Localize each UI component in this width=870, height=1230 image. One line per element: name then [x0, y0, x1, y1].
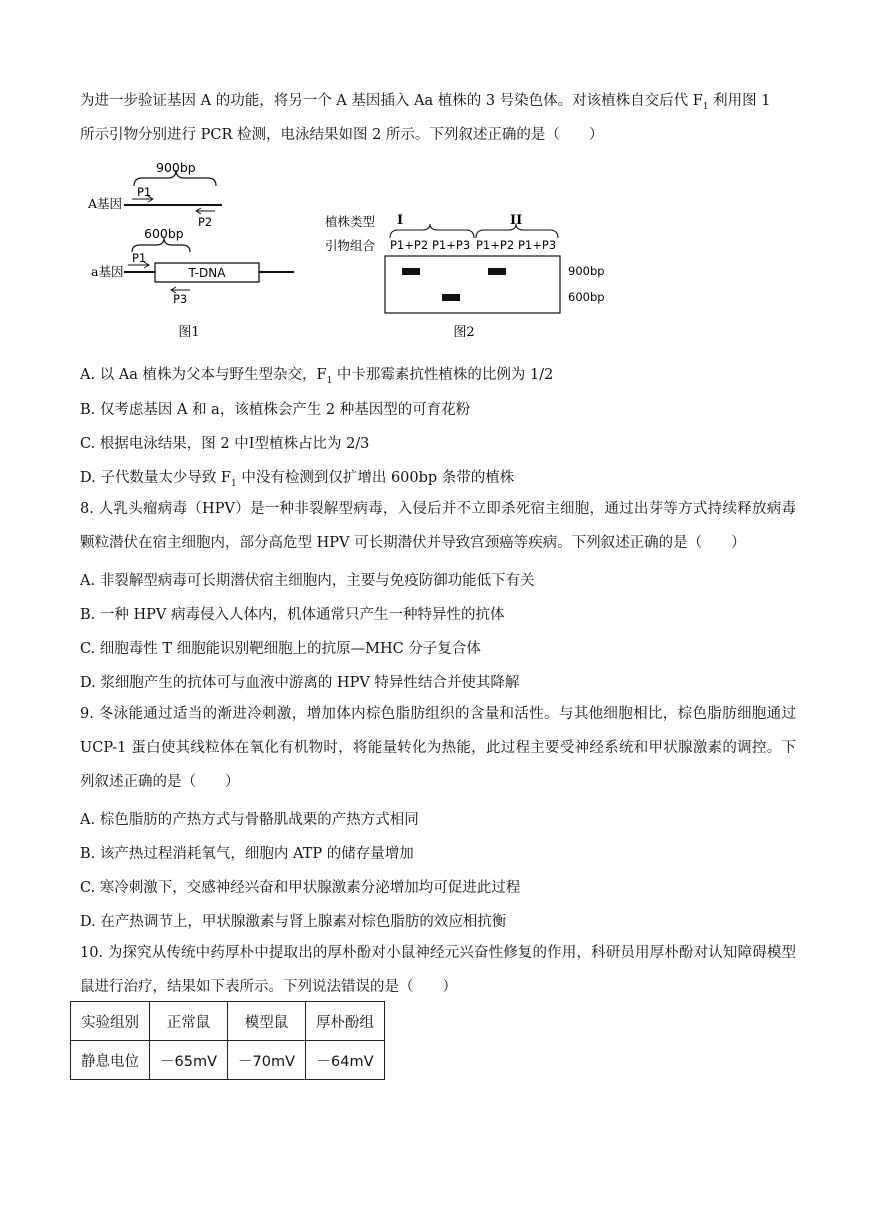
marker-600bp: 600bp [568, 290, 605, 304]
table-cell: 静息电位 [71, 1041, 150, 1080]
primer-combo-label: 引物组合 [325, 238, 376, 253]
figure-1 [87, 160, 294, 340]
q8-option-a: A. 非裂解型病毒可长期潜伏宿主细胞内，主要与免疫防御功能低下有关 [80, 573, 535, 589]
q7-option-d-text-b: 中没有检测到仅扩增出 600bp 条带的植株 [236, 470, 515, 486]
lane-2-label: P1+P3 [432, 238, 471, 252]
type-I-label: I [397, 213, 404, 228]
marker-900bp: 900bp [568, 264, 605, 278]
q9-stem: 9. 冬泳能通过适当的渐进冷刺激，增加体内棕色脂肪组织的含量和活性。与其他细胞相比，棕色脂肪细胞通过 UCP-1 蛋白使其线粒体在氧化有机物时，将能量转化为热能，此过程主要受神经系统和甲状腺激素的调控。下列叙述正确的是（ ） [80, 706, 796, 790]
q10-stem: 10. 为探究从传统中药厚朴中提取出的厚朴酚对小鼠神经元兴奋性修复的作用，科研员用厚朴酚对认知障碍模型鼠进行治疗，结果如下表所示。下列说法错误的是（ ） [80, 945, 796, 995]
table-header-cell: 模型鼠 [228, 1002, 306, 1041]
figure-2-caption: 图2 [453, 325, 475, 340]
q7-option-a-text-b: 中卡那霉素抗性植株的比例为 1/2 [332, 367, 554, 383]
figures-1-2 [0, 0, 870, 350]
q10-result-table [70, 1001, 385, 1080]
lower-p1-label: P1 [132, 251, 147, 265]
q7-intro-line2: 所示引物分别进行 PCR 检测，电泳结果如图 2 所示。下列叙述正确的是（ ） [80, 127, 604, 143]
lane-3-label: P1+P2 [476, 238, 515, 252]
tdna-label: T-DNA [188, 266, 226, 280]
figure-2 [325, 213, 605, 340]
q7-intro-text-b: 利用图 1 [708, 93, 771, 109]
q9-option-a: A. 棕色脂肪的产热方式与骨骼肌战栗的产热方式相同 [80, 812, 419, 828]
plant-type-label: 植株类型 [325, 214, 376, 229]
a-gene-label: A基因 [88, 196, 123, 211]
table-row [71, 1041, 385, 1080]
q7-intro-text-a: 为进一步验证基因 A 的功能，将另一个 A 基因插入 Aa 植株的 3 号染色体。对该植株自交后代 F [80, 93, 703, 109]
table-cell: －64mV [306, 1041, 385, 1080]
q7-option-d-sub: 1 [231, 478, 237, 489]
band-lane3-900bp [488, 268, 506, 275]
type-II-label: II [510, 213, 523, 228]
lower-gene-size-label: 600bp [144, 226, 184, 241]
q7-option-a-sub: 1 [326, 375, 333, 386]
q7-option-c: C. 根据电泳结果，图 2 中Ⅰ型植株占比为 2/3 [80, 436, 370, 452]
a-gene-p1-label: P1 [137, 185, 152, 199]
table-cell: －65mV [150, 1041, 228, 1080]
q7-option-d-text: D. 子代数量太少导致 F [80, 470, 231, 486]
q7-option-a [80, 363, 553, 386]
table-header-cell: 实验组别 [71, 1002, 150, 1041]
p3-label: P3 [173, 292, 188, 306]
q9-option-d: D. 在产热调节上，甲状腺激素与肾上腺素对棕色脂肪的效应相抗衡 [80, 914, 507, 930]
gel-box [385, 256, 560, 313]
q7-option-b: B. 仅考虑基因 A 和 a，该植株会产生 2 种基因型的可育花粉 [80, 402, 471, 418]
band-lane2-600bp [442, 294, 460, 301]
q8-option-b: B. 一种 HPV 病毒侵入人体内，机体通常只产生一种特异性的抗体 [80, 607, 505, 623]
band-lane1-900bp [402, 268, 420, 275]
lane-1-label: P1+P2 [390, 238, 429, 252]
table-header-cell: 正常鼠 [150, 1002, 228, 1041]
a-gene-size-label: 900bp [156, 160, 196, 175]
figure-1-caption: 图1 [178, 325, 200, 340]
q8-option-d: D. 浆细胞产生的抗体可与血液中游离的 HPV 特异性结合并使其降解 [80, 675, 520, 691]
q7-intro-sub: 1 [702, 101, 709, 112]
lower-gene-label: a基因 [91, 264, 124, 279]
q9-option-b: B. 该产热过程消耗氧气，细胞内 ATP 的储存量增加 [80, 846, 414, 862]
q7-option-a-text: A. 以 Aa 植株为父本与野生型杂交，F [80, 367, 327, 383]
q9-option-c: C. 寒冷刺激下，交感神经兴奋和甲状腺激素分泌增加均可促进此过程 [80, 880, 521, 896]
table-header-cell: 厚朴酚组 [306, 1002, 385, 1041]
q7-option-d [80, 466, 514, 489]
lane-4-label: P1+P3 [518, 238, 557, 252]
p2-label: P2 [198, 215, 213, 229]
q8-stem: 8. 人乳头瘤病毒（HPV）是一种非裂解型病毒，入侵后并不立即杀死宿主细胞，通过出芽等方式持续释放病毒颗粒潜伏在宿主细胞内，部分高危型 HPV 可长期潜伏并导致宫颈癌等疾病。下列叙述正确的是（ ） [80, 501, 796, 551]
table-cell: －70mV [228, 1041, 306, 1080]
q8-option-c: C. 细胞毒性 T 细胞能识别靶细胞上的抗原—MHC 分子复合体 [80, 641, 481, 657]
table-header-row [71, 1002, 385, 1041]
